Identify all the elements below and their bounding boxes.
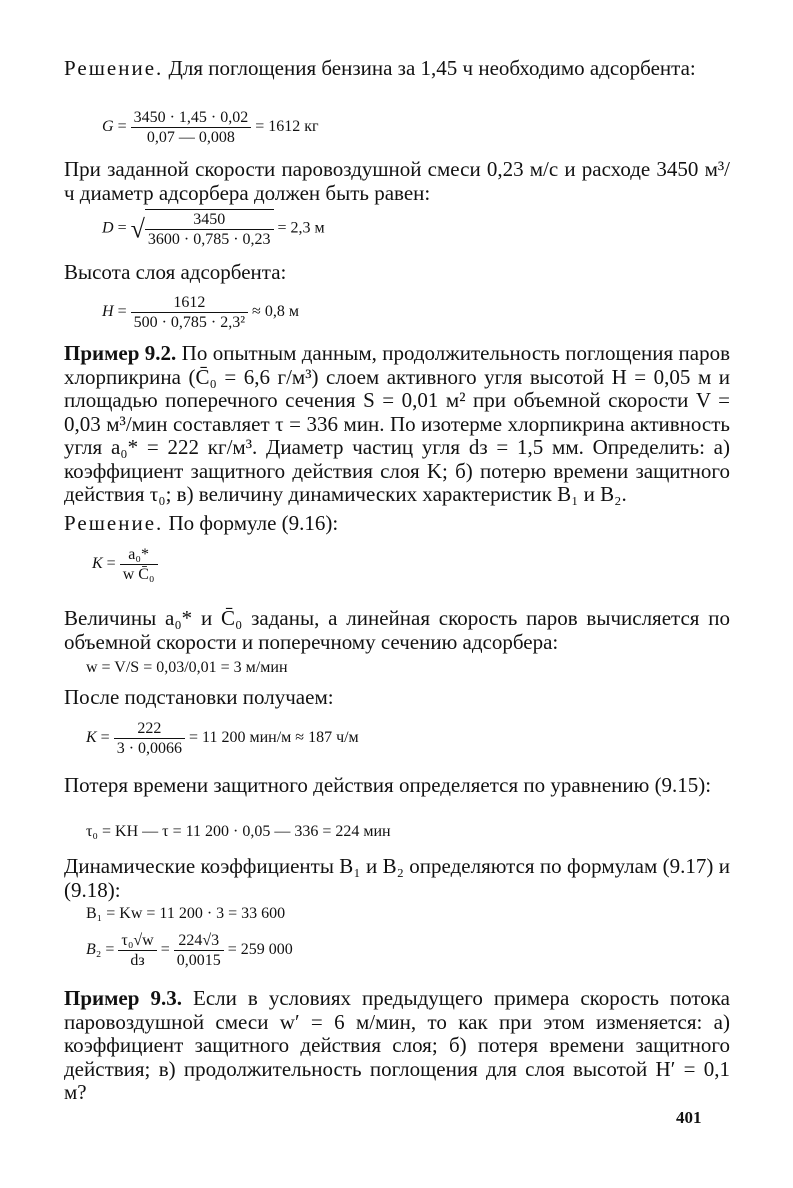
- formula-d: D = √ $\frac{3450}{3600 \cdot 0,785 \cdot 0,23}$ = 2,3 м: [102, 211, 325, 248]
- paragraph-solution-1: Решение. Для поглощения бензина за 1,45 ч необходимо адсорбента:: [64, 56, 696, 80]
- paragraph-3: Высота слоя адсорбента:: [64, 260, 287, 284]
- example-9-3: Пример 9.3. Если в условиях предыдущего примера скорость потока паровоздушной смеси w′ = 6 м/мин, то как при этом изменяется: а) коэффициент защитного действия слоя; б) потеря времени защитного действия; в) продолжительность поглощения для слоя высотой H′ = 0,1 м?: [64, 986, 730, 1104]
- formula-k: K = $\frac{\text{a₀*}}{\text{w C̄₀}}$: [92, 545, 158, 584]
- paragraph-9: Динамические коэффициенты B₁ и B₂ определяются по формулам (9.17) и (9.18):: [64, 854, 730, 902]
- paragraph-6: Величины a₀* и C̄₀ заданы, а линейная скорость паров вычисляется по объемной скорости и поперечному сечению адсорбера:: [64, 606, 730, 654]
- formula-k-value: K = $\frac{222}{3 \cdot 0,0066}$ = 11 200 мин/м ≈ 187 ч/м: [86, 720, 359, 757]
- formula-tau0: τ₀ = KH — τ = 11 200 · 0,05 — 336 = 224 мин: [86, 823, 391, 840]
- formula-b1: B₁ = Kw = 11 200 · 3 = 33 600: [86, 905, 286, 922]
- paragraph-solution-2: Решение. По формуле (9.16):: [64, 511, 339, 535]
- formula-w: w = V/S = 0,03/0,01 = 3 м/мин: [86, 659, 288, 676]
- example-9-2: Пример 9.2. По опытным данным, продолжительность поглощения паров хлорпикрина (C̄₀ = 6,6 г/м³) слоем активного угля высотой H = 0,05 м и площадью поперечного сечения S = 0,01 м² при объемной скорости V = 0,03 м³/мин составляет τ = 336 мин. По изотерме хлорпикрина активность угля a₀* = 222 кг/м³. Диаметр частиц угля dз = 1,5 мм. Определить: а) коэффициент защитного действия слоя K; б) потерю времени защитного действия τ₀; в) величину динамических характеристик B₁ и B₂.: [64, 341, 731, 506]
- paragraph-2: При заданной скорости паровоздушной смеси 0,23 м/с и расходе 3450 м³/ч диаметр адсорбера должен быть равен:: [64, 157, 730, 205]
- paragraph-7: После подстановки получаем:: [64, 685, 334, 709]
- formula-g: G = $\frac{3450 \cdot 1,45 \cdot 0,02}{0,07 — 0,008}$ = 1612 кг: [102, 109, 319, 146]
- formula-h: H = $\frac{1612}{\text{500 · 0,785 · 2,3²}}$ ≈ 0,8 м: [102, 294, 299, 331]
- formula-b2: B₂ = $\frac{\text{τ₀√w}}{dз}$ = $\frac{224√3}{0,0015}$ = 259 000: [86, 932, 293, 969]
- paragraph-8: Потеря времени защитного действия определяется по уравнению (9.15):: [64, 773, 712, 797]
- page-number: 401: [676, 1108, 702, 1127]
